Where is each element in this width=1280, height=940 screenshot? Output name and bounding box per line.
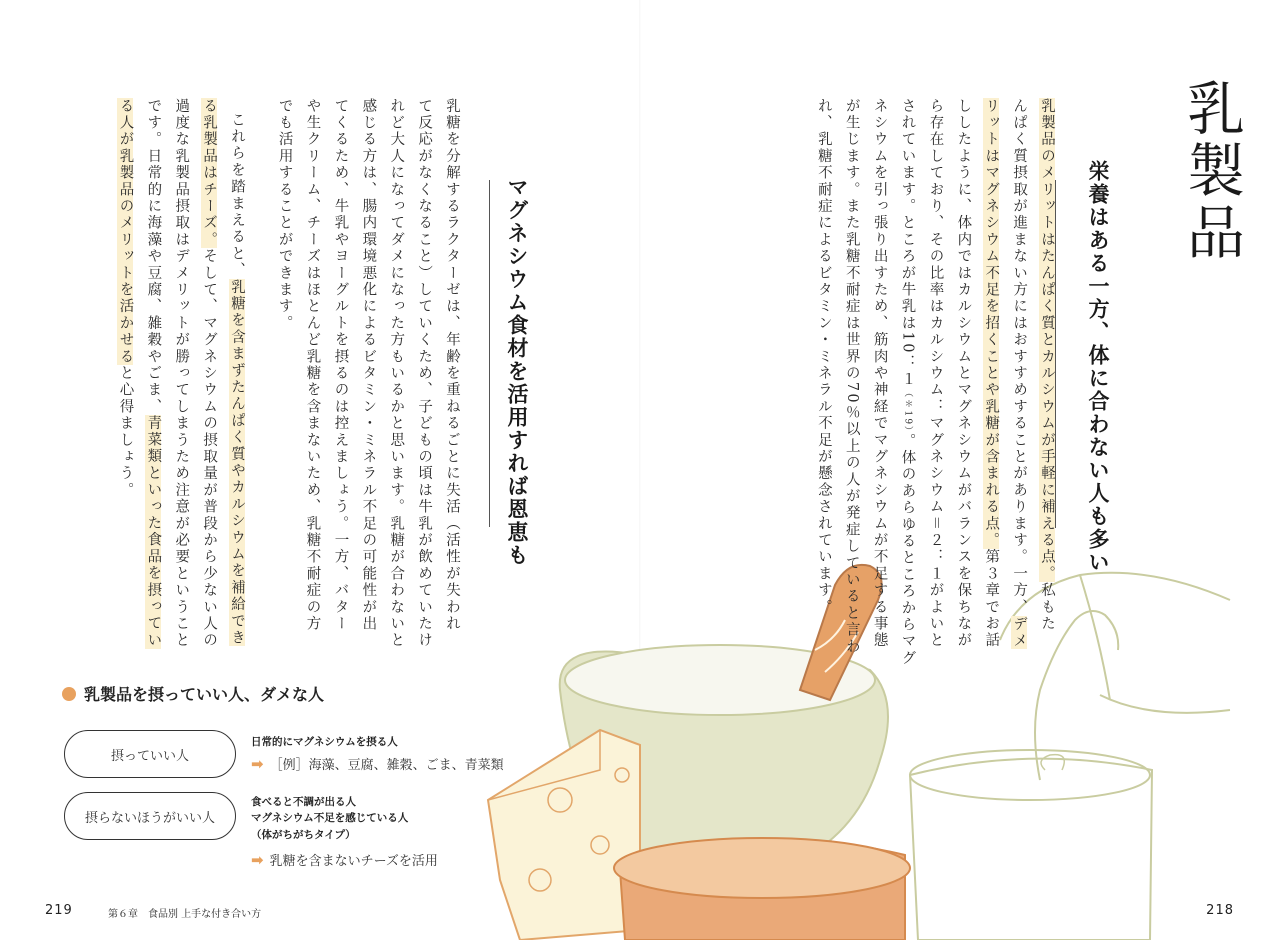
text-line: ししたように、体内ではカルシウムとマグネシウムがバランスを保ちなが: [955, 98, 972, 650]
text-line: ら存在しており、その比率はカルシウム：マグネシウム＝２：１がよいと: [927, 98, 944, 650]
right-body-text: [803, 98, 1054, 667]
text-line: る人が乳製品のメリットを活かせると心得ましょう。: [117, 98, 134, 499]
text-line: です。日常的に海藻や豆腐、雑穀やごま、青菜類といった食品を摂ってい: [145, 98, 162, 650]
section-title: 乳製品を摂っていい人、ダメな人: [62, 682, 324, 705]
glass-outline: [910, 759, 1152, 940]
text-line: が生じます。また乳糖不耐症は世界の70％以上の人が発症していると言わ: [843, 98, 860, 656]
text-line: れど大人になってダメになった方もいるかと思います。乳糖が合わないと: [388, 98, 405, 650]
subheading-left: マグネシウム食材を活用すれば恩恵も: [505, 176, 529, 567]
chapter-label: 第６章 食品別 上手な付き合い方: [108, 909, 262, 920]
bowl-rim: [614, 838, 910, 898]
arrow-right-icon: ➡: [251, 754, 264, 773]
footnote-ref: （＊19）: [902, 388, 913, 434]
text-line: 乳糖を分解するラクターゼは、年齢を重ねるごとに失活（活性が失われ: [444, 98, 460, 633]
bad-advice-row: ➡ 乳糖を含まないチーズを活用: [251, 850, 438, 869]
text-line: これらを踏まえると、乳糖を含まずたんぱく質やカルシウムを補給でき: [229, 112, 245, 647]
highlight-text: 乳糖を含まずたんぱく質やカルシウムを補給でき: [229, 279, 245, 647]
subheading-rule-right: [1055, 180, 1056, 528]
good-label-pill: 摂っていい人: [64, 730, 236, 778]
good-example-row: ➡ ［例］海藻、豆腐、雑穀、ごま、青菜類: [251, 754, 504, 773]
bullet-dot-icon: [62, 687, 76, 701]
good-condition: 日常的にマグネシウムを摂る人: [251, 736, 398, 748]
text-line: や生クリーム、チーズはほとんど乳糖を含まないため、乳糖不耐症の方: [304, 98, 321, 633]
bad-conditions: 食べると不調が出る人 マグネシウム不足を感じている人 （体がちがちタイプ）: [251, 796, 409, 841]
milk-splash: [1041, 755, 1064, 770]
text-line: でも活用することができます。: [276, 98, 293, 332]
highlight-text: デメ: [1011, 615, 1028, 650]
bad-label-pill: 摂らないほうがいい人: [64, 792, 236, 840]
arrow-right-icon: ➡: [251, 850, 264, 869]
text-line: る乳製品はチーズ。そして、マグネシウムの摂取量が普段から少ない人の: [201, 98, 218, 650]
text-line: んぱく質摂取が進まない方にはおすすめすることがあります。一方、デメ: [1011, 98, 1028, 650]
highlight-text: リットはマグネシウム不足を招くことや乳糖が含まれる点。: [983, 98, 1000, 549]
page-number-left: 219: [45, 903, 73, 918]
highlight-text: る乳製品はチーズ。: [201, 98, 218, 249]
text-line: されています。ところが牛乳は10：１（＊19）。体のあらゆるところからマグ: [899, 98, 916, 667]
text-line: 感じる方は、腸内環境悪化によるビタミン・ミネラル不足の可能性が出: [360, 98, 377, 633]
text-line: れ、乳糖不耐症によるビタミン・ミネラル不足が懸念されています。: [815, 98, 832, 616]
highlight-text: 乳製品のメリットはたんぱく質とカルシウムが手軽に補える点。: [1039, 98, 1055, 583]
subheading-right: 栄養はある一方、体に合わない人も多い: [1086, 160, 1110, 574]
subheading-rule-left: [489, 180, 490, 527]
text-line: 過度な乳製品摂取はデメリットが勝ってしまうため注意が必要ということ: [173, 98, 190, 650]
cheese-wedge: [488, 730, 640, 940]
highlight-text: 青菜類といった食品を摂ってい: [145, 415, 162, 650]
text-line: ネシウムを引っ張り出すため、筋肉や神経でマグネシウムが不足する事態: [871, 98, 888, 650]
highlight-text: る人が乳製品のメリットを活かせる: [117, 98, 134, 366]
text-line: リットはマグネシウム不足を招くことや乳糖が含まれる点。第３章でお話: [983, 98, 1000, 650]
text-line: てくるため、牛乳やヨーグルトを摂るのは控えましょう。一方、バター: [332, 98, 349, 633]
text-line: て反応がなくなること）していくため、子どもの頃は牛乳が飲めていたけ: [416, 98, 433, 650]
text-line: 乳製品のメリットはたんぱく質とカルシウムが手軽に補える点。私もた: [1039, 98, 1055, 633]
left-body-text-2: [105, 98, 244, 649]
left-body-text-1: [264, 98, 459, 649]
glass-rim: [910, 750, 1150, 800]
page-title: 乳製品: [1177, 78, 1245, 264]
page-number-right: 218: [1206, 903, 1234, 918]
